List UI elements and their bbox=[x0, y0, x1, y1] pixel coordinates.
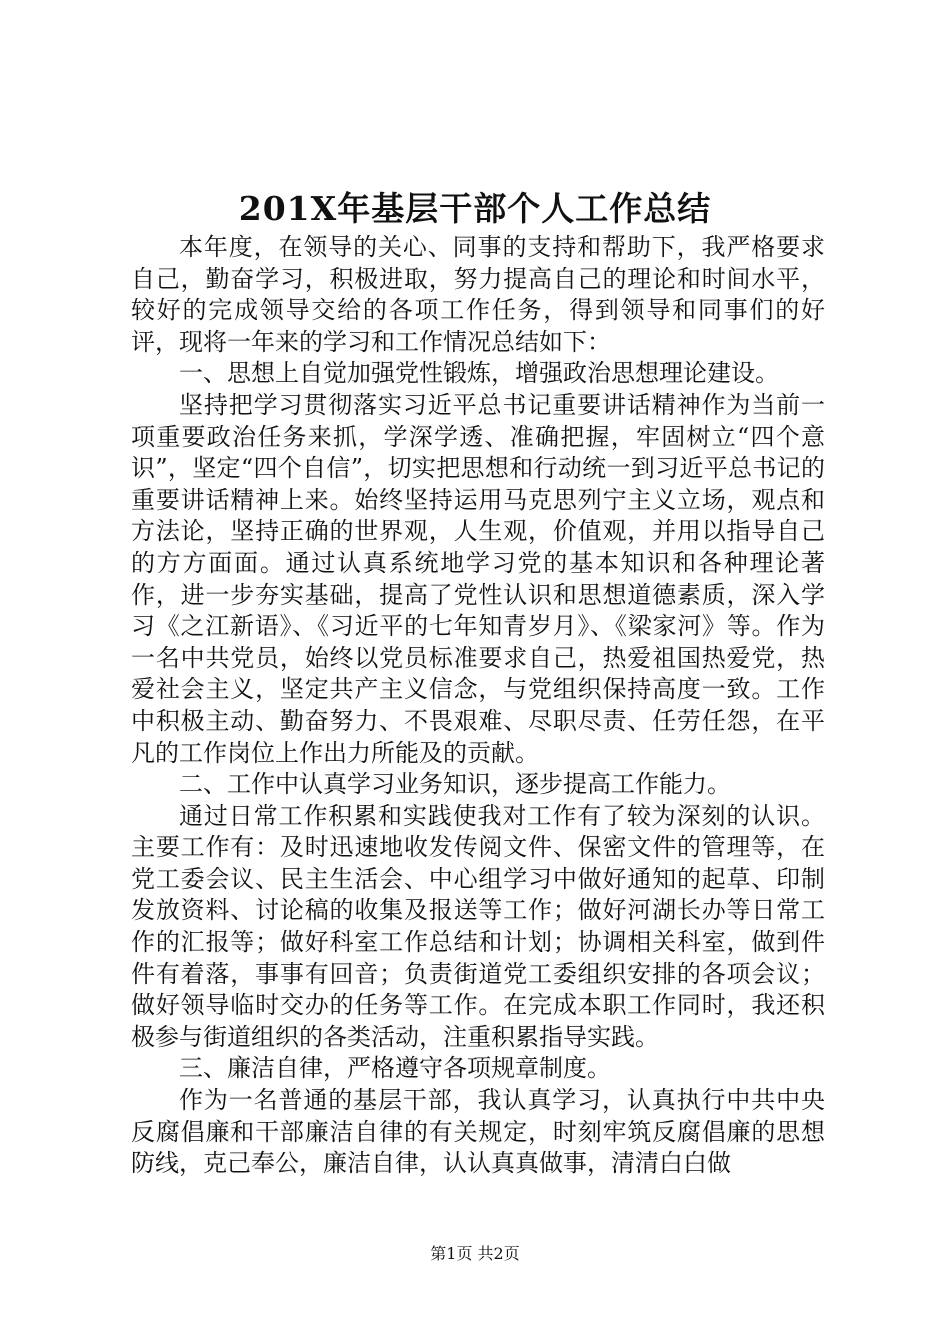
section-heading-2: 二、工作中认真学习业务知识，逐步提高工作能力。 bbox=[179, 770, 731, 799]
paragraph-intro: 本年度，在领导的关心、同事的支持和帮助下，我严格要求自己，勤奋学习，积极进取，努力提高自己的理论和时间水平，较好的完成领导交给的各项工作任务，得到领导和同事们的好评，现将一年来的学习和工作情况总结如下： bbox=[131, 233, 825, 356]
section-heading-3: 三、廉洁自律，严格遵守各项规章制度。 bbox=[179, 1054, 611, 1083]
paragraph-section-2: 通过日常工作积累和实践使我对工作有了较为深刻的认识。主要工作有：及时迅速地收发传阅文件、保密文件的管理等，在党工委会议、民主生活会、中心组学习中做好通知的起草、印制发放资料、讨论稿的收集及报送等工作；做好河湖长办等日常工作的汇报等；做好科室工作总结和计划；协调相关科室，做到件件有着落，事事有回音；负责街道党工委组织安排的各项会议；做好领导临时交办的任务等工作。在完成本职工作同时，我还积极参与街道组织的各类活动，注重积累指导实践。 bbox=[131, 801, 825, 1051]
page-number-footer: 第1页 共2页 bbox=[430, 1244, 520, 1263]
document-title: 201X年基层干部个人工作总结 bbox=[238, 189, 712, 228]
document-body bbox=[131, 232, 825, 1180]
section-heading-1: 一、思想上自觉加强党性锻炼，增强政治思想理论建设。 bbox=[179, 359, 779, 388]
paragraph-section-1: 坚持把学习贯彻落实习近平总书记重要讲话精神作为当前一项重要政治任务来抓，学深学透、准确把握，牢固树立“四个意识”，坚定“四个自信”，切实把思想和行动统一到习近平总书记的重要讲话精神上来。始终坚持运用马克思列宁主义立场，观点和方法论，坚持正确的世界观，人生观，价值观，并用以指导自己的方方面面。通过认真系统地学习党的基本知识和各种理论著作，进一步夯实基础，提高了党性认识和思想道德素质，深入学习《之江新语》、《习近平的七年知青岁月》、《梁家河》等。作为一名中共党员，始终以党员标准要求自己，热爱祖国热爱党，热爱社会主义，坚定共产主义信念，与党组织保持高度一致。工作中积极主动、勤奋努力、不畏艰难、尽职尽责、任劳任怨，在平凡的工作岗位上作出力所能及的贡献。 bbox=[131, 390, 825, 767]
paragraph-section-3: 作为一名普通的基层干部，我认真学习，认真执行中共中央反腐倡廉和干部廉洁自律的有关规定，时刻牢筑反腐倡廉的思想防线，克己奉公，廉洁自律，认认真真做事，清清白白做 bbox=[131, 1086, 825, 1178]
